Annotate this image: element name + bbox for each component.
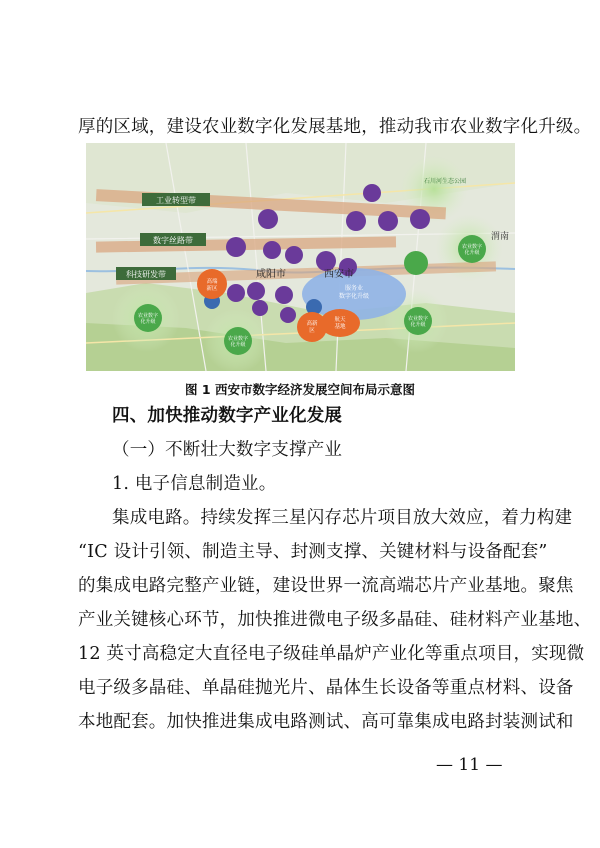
body-line: “IC 设计引领、制造主导、封测支撑、关键材料与设备配套” xyxy=(78,542,548,562)
svg-text:化升级: 化升级 xyxy=(230,342,246,348)
body-line: 12 英寸高稳定大直径电子级硅单晶炉产业化等重点项目，实现微 xyxy=(78,644,585,664)
svg-text:数字化升级: 数字化升级 xyxy=(338,293,370,300)
label-weinan: 渭南 xyxy=(491,232,510,242)
svg-text:农业数字: 农业数字 xyxy=(137,313,159,319)
svg-text:农业数字: 农业数字 xyxy=(461,244,483,250)
label-park: 石川河生态公园 xyxy=(424,178,467,185)
svg-text:化升级: 化升级 xyxy=(140,319,156,325)
label-xian: 西安市 xyxy=(324,269,354,280)
body-line: 电子级多晶硅、单晶硅抛光片、晶体生长设备等重点材料、设备 xyxy=(78,678,574,698)
figure-caption: 图 1 西安市数字经济发展空间布局示意图 xyxy=(185,382,415,397)
section-heading: 四、加快推动数字产业化发展 xyxy=(112,406,343,426)
cluster-gaoxin-new: 高端 xyxy=(206,279,218,285)
layout-map xyxy=(86,143,515,371)
body-line: 的集成电路完整产业链，建设世界一流高端芯片产业基地。聚焦 xyxy=(78,576,574,596)
belt-silkroad: 数字丝路带 xyxy=(153,236,193,245)
cluster-gaoxin: 高新 xyxy=(306,321,318,327)
cluster-aerospace: 航天 xyxy=(334,317,346,323)
page-number: — 11 — xyxy=(436,755,503,775)
body-line: 集成电路。持续发挥三星闪存芯片项目放大效应，着力构建 xyxy=(112,508,573,528)
svg-text:新区: 新区 xyxy=(206,286,218,292)
map-figure xyxy=(86,143,515,371)
body-line: 本地配套。加快推进集成电路测试、高可靠集成电路封装测试和 xyxy=(78,712,574,732)
svg-text:农业数字: 农业数字 xyxy=(407,316,429,322)
belt-industrial: 工业转型带 xyxy=(156,196,196,205)
paragraph-top: 厚的区域，建设农业数字化发展基地，推动我市农业数字化升级。 xyxy=(78,117,592,137)
subsection-heading: （一）不断壮大数字支撑产业 xyxy=(112,440,343,460)
belt-tech: 科技研发带 xyxy=(126,270,166,279)
center-label: 服务业 xyxy=(344,285,364,292)
item-heading: 1. 电子信息制造业。 xyxy=(112,474,277,494)
label-xianyang: 咸阳市 xyxy=(256,269,286,280)
svg-text:化升级: 化升级 xyxy=(410,322,426,328)
svg-text:区: 区 xyxy=(309,328,315,334)
body-line: 产业关键核心环节，加快推进微电子级多晶硅、硅材料产业基地、 xyxy=(78,610,592,630)
svg-text:化升级: 化升级 xyxy=(464,250,480,256)
svg-text:基地: 基地 xyxy=(334,324,346,330)
svg-text:农业数字: 农业数字 xyxy=(227,336,249,342)
